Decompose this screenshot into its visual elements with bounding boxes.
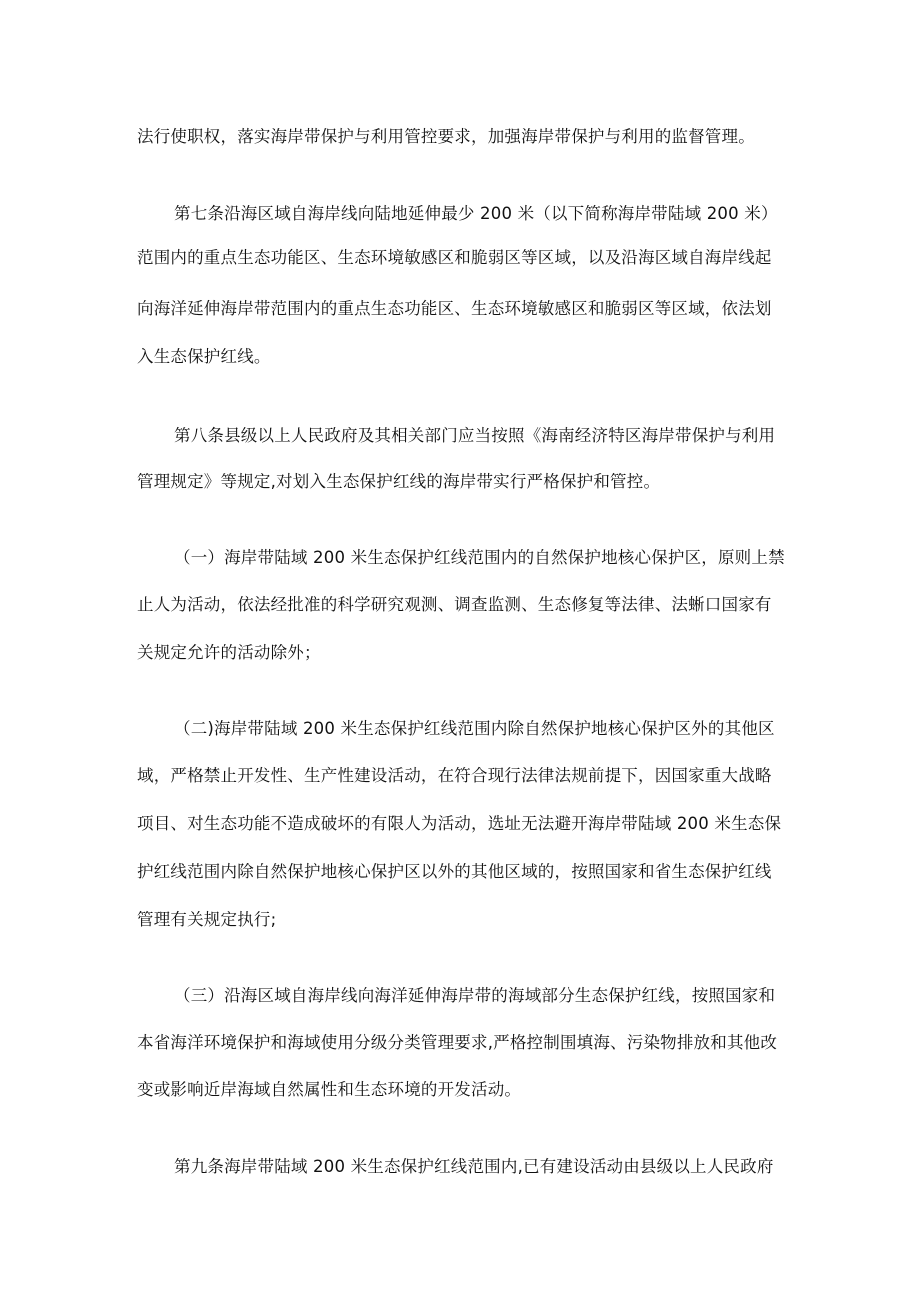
text-line: 法行使职权，落实海岸带保护与利用管控要求，加强海岸带保护与利用的监督管理。 [137,127,755,146]
article-8-line: 第八条县级以上人民政府及其相关部门应当按照《海南经济特区海岸带保护与利用 [174,426,776,445]
clause-1-line: （一）海岸带陆域 200 米生态保护红线范围内的自然保护地核心保护区，原则上禁 [174,548,785,567]
clause-3-line: （三）沿海区域自海岸线向海洋延伸海岸带的海域部分生态保护红线，按照国家和 [174,986,776,1005]
text-line: 入生态保护红线。 [137,347,271,366]
text-line: 范围内的重点生态功能区、生态环境敏感区和脆弱区等区域，以及沿海区域自海岸线起 [137,248,772,267]
text-line: 向海洋延伸海岸带范围内的重点生态功能区、生态环境敏感区和脆弱区等区域，依法划 [137,299,772,318]
text-line: 本省海洋环境保护和海域使用分级分类管理要求,严格控制围填海、污染物排放和其他改 [137,1033,778,1052]
text-line: 管理有关规定执行; [137,910,277,929]
text-line: 项目、对生态功能不造成破坏的有限人为活动，选址无法避开海岸带陆域 200 米生态保 [137,814,782,833]
text-line: 关规定允许的活动除外； [137,643,321,662]
text-line: 域，严格禁止开发性、生产性建设活动，在符合现行法律法规前提下，因国家重大战略 [137,766,772,785]
text-line: 变或影响近岸海域自然属性和生态环境的开发活动。 [137,1080,522,1099]
text-line: 护红线范围内除自然保护地核心保护区以外的其他区域的，按照国家和省生态保护红线 [137,862,772,881]
article-9-line: 第九条海岸带陆域 200 米生态保护红线范围内,已有建设活动由县级以上人民政府 [174,1157,774,1176]
article-7-line: 第七条沿海区域自海岸线向陆地延伸最少 200 米（以下简称海岸带陆域 200 米） [174,204,778,223]
clause-2-line: （二)海岸带陆域 200 米生态保护红线范围内除自然保护地核心保护区外的其他区 [174,719,775,738]
text-line: 管理规定》等规定,对划入生态保护红线的海岸带实行严格保护和管控。 [137,472,661,491]
text-line: 止人为活动，依法经批准的科学研究观测、调查监测、生态修复等法律、法蜥口国家有 [137,595,772,614]
